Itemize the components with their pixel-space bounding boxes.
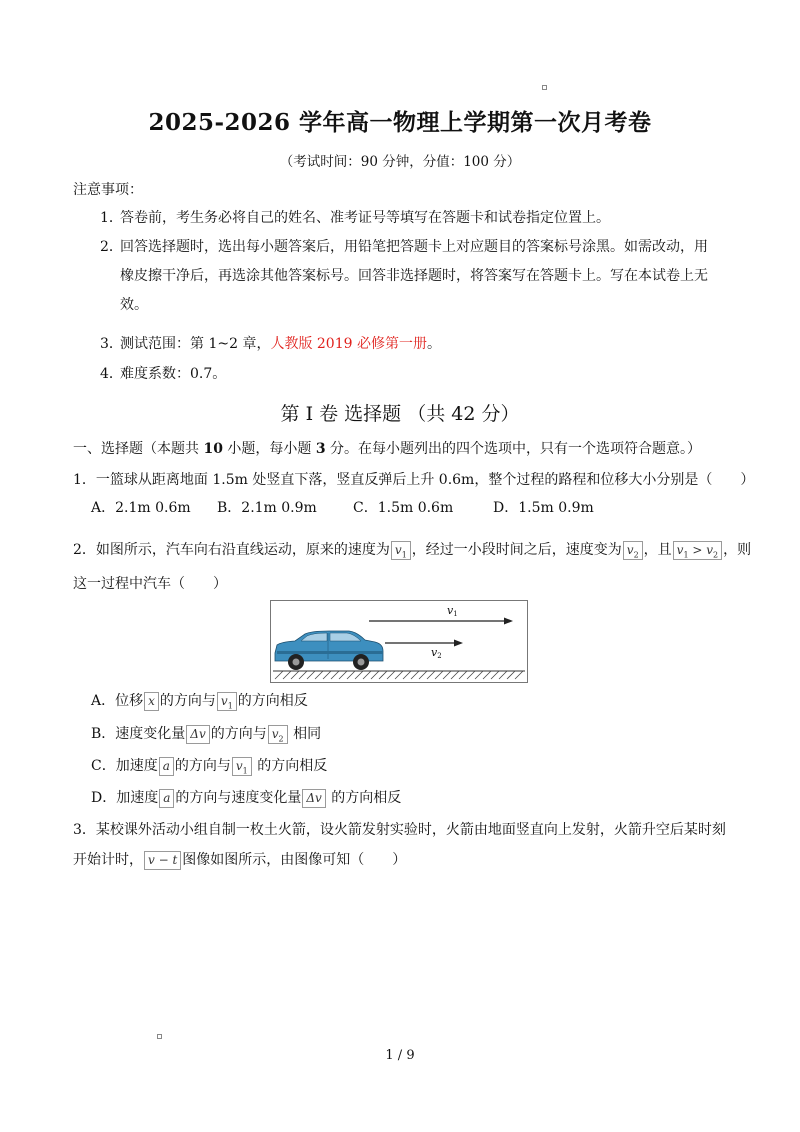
q1-option-c: C．1.5m 0.6m <box>353 500 454 516</box>
symbol-v-t: v − t <box>144 851 181 870</box>
notice-item-2: 2．回答选择题时，选出每小题答案后，用铅笔把答题卡上对应题目的答案标号涂黑。如需改动，用 橡皮擦干净后，再选涂其他答案标号。回答非选择题时，将答案写在答题卡上。写在本试卷上无 效。 <box>100 239 708 313</box>
notice-item-4: 4．难度系数：0.7。 <box>100 366 227 382</box>
exam-title: 2025-2026 学年高一物理上学期第一次月考卷 <box>148 109 652 136</box>
symbol-a: a <box>159 789 174 808</box>
section-title: 第 I 卷 选择题 （共 42 分） <box>280 403 520 425</box>
question-2-stem: 2．如图所示，汽车向右沿直线运动，原来的速度为 $v_1$ ，经过一小段时间之后，速度变为 $v_2$ ，且 $v_1 > v_2$ ，则 <box>73 542 752 559</box>
symbol-a: a <box>159 757 174 776</box>
page-number: 1 / 9 <box>385 1048 415 1063</box>
symbol-v1: $v_1$ <box>217 692 237 711</box>
ground-hatch <box>275 671 523 679</box>
question-3-stem: 3．某校课外活动小组自制一枚土火箭，设火箭发射实验时，火箭由地面竖直向上发射，火箭升空后某时刻 <box>73 822 726 838</box>
marker-square <box>542 85 547 90</box>
label-v1: v1 <box>447 604 458 618</box>
question-1-options <box>91 497 751 526</box>
question-2-stem-line2: 这一过程中汽车（ ） <box>73 576 227 592</box>
symbol-v1-gt-v2: $v_1 > v_2$ <box>673 541 722 560</box>
textbook-version: 人教版 2019 必修第一册 <box>270 336 427 352</box>
car-figure-svg <box>271 601 527 682</box>
q1-option-a: A．2.1m 0.6m <box>91 500 191 516</box>
symbol-x: x <box>144 692 159 711</box>
notice-heading: 注意事项： <box>73 182 143 198</box>
symbol-v1: $v_1$ <box>391 541 411 560</box>
exam-subtitle: （考试时间：90 分钟，分值：100 分） <box>279 154 521 170</box>
q1-option-b: B．2.1m 0.9m <box>217 500 317 516</box>
q1-option-d: D．1.5m 0.9m <box>493 500 594 516</box>
marker-square <box>157 1034 162 1039</box>
notice-item-1: 1．答卷前，考生务必将自己的姓名、准考证号等填写在答题卡和试卷指定位置上。 <box>100 210 610 226</box>
q2-option-d: D．加速度 a 的方向与速度变化量 Δv 的方向相反 <box>91 790 402 806</box>
symbol-v2: $v_2$ <box>268 725 288 744</box>
symbol-delta-v: Δv <box>302 789 325 808</box>
symbol-v2: $v_2$ <box>623 541 643 560</box>
notice-item-3: 3．测试范围：第 1~2 章，人教版 2019 必修第一册。 <box>100 336 441 352</box>
symbol-v1: $v_1$ <box>232 757 252 776</box>
arrowhead-v2 <box>454 640 463 647</box>
arrowhead-v1 <box>504 618 513 625</box>
q2-option-a: A．位移 x 的方向与 $v_1$ 的方向相反 <box>91 693 308 710</box>
question-3-stem-line2: 开始计时， v − t 图像如图所示，由图像可知（ ） <box>73 852 407 868</box>
car-velocity-figure <box>270 600 528 683</box>
question-1-stem: 1．一篮球从距离地面 1.5m 处竖直下落，竖直反弹后上升 0.6m，整个过程的路程和位移大小分别是（ ） <box>73 472 755 488</box>
section-intro: 一、选择题（本题共 10 小题，每小题 3 分。在每小题列出的四个选项中，只有一个选项符合题意。） <box>73 441 702 457</box>
car-icon <box>275 631 383 670</box>
symbol-delta-v: Δv <box>186 725 209 744</box>
q2-option-b: B．速度变化量 Δv 的方向与 $v_2$ 相同 <box>91 726 322 743</box>
q2-option-c: C．加速度 a 的方向与 $v_1$ 的方向相反 <box>91 758 328 775</box>
label-v2: v2 <box>431 646 442 660</box>
